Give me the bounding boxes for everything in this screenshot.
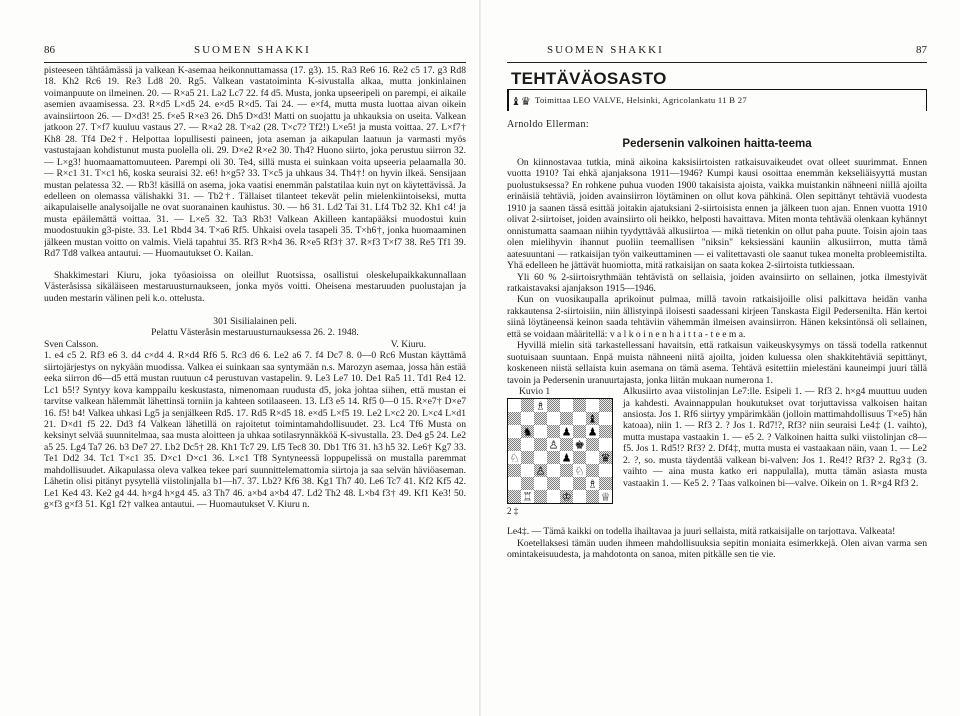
board-square bbox=[508, 399, 521, 412]
chess-piece-icon: ♞ bbox=[522, 425, 533, 439]
spacer bbox=[44, 304, 466, 316]
chess-piece-icon: ♛ bbox=[600, 451, 611, 465]
players-line bbox=[44, 339, 466, 350]
board-square bbox=[534, 477, 547, 490]
page-number: 86 bbox=[44, 44, 55, 56]
chess-piece-icon: ♗ bbox=[535, 399, 546, 413]
banner-rule-left bbox=[507, 89, 509, 111]
running-title: SUOMEN SHAKKI bbox=[194, 44, 311, 56]
chess-diagram bbox=[507, 398, 613, 504]
board-square bbox=[547, 477, 560, 490]
board-square bbox=[560, 477, 573, 490]
board-square bbox=[599, 464, 612, 477]
article-paragraph: Le4‡. — Tämä kaikki on todella ihailtavaa ja juuri sellaista, mitä ratkaisijalle on tarjottava. Valkeata! bbox=[507, 526, 896, 538]
page-gutter bbox=[479, 0, 481, 716]
diagram-solution-text: Alkusiirto avaa viistolinjan Le7:lle. Esipeli 1. — Rf3 2. h×g4 muuttuu uuden ja kahdesti. Avainnappulan houkutukset ovat torjuttavissa valkoisen haitan ansiosta. Jos 1. Rf6 siirtyy ympärimkään (jolloin mattimahdollisuus T×e5) hän katoaa), niin 1. — Rf3 2. ? Jos 1. Rd7!?, Rf3? niin seuraisi Le4‡ (1. vaihto), mutta mustapa vastaakin 1. — e5 2. ? Valkoinen haitta sulki viistolinjan c8—f5. Jos 1. Rd5!? Rf3? 2. Df4‡, mutta musta ei vastaakaan näin, vaan 1. — Le2 2. ?, so. musta täydentää valkean bi-valven: Jos 1. Re4!? Rf3? 2. Rg3‡ (3. vaihto — aina musta katko eri nappulalla), mutta tämän asiasta musta vastaakin 1. — Ke5 2. ? Taas valkoinen bi—valve. Oikein on 1. R×g4 Rf3 2. bbox=[623, 386, 927, 489]
board-square bbox=[521, 438, 534, 451]
article-paragraph: Hyvillä mielin sitä tarkastellessani havaitsin, että ratkaisun vaikeuskysymys on tässä todella ratkennut suotuisaan suuntaan. Enpä muista nähneeni niitä ajoilta, joiden kuluessa olen shakkitehtäviä sepittänyt, koskeneen niistä sellaista kuin asemana on tämä asema. Tehtävä esitettiin mielestäni kauneimpi juuri tällä tavoin ja Pedersenin uranuurtajasta, jonka liitän mukaan numerona 1. bbox=[507, 340, 927, 386]
chess-piece-icon: ♘ bbox=[509, 451, 520, 465]
board-square bbox=[560, 399, 573, 412]
intro-paragraph: Shakkimestari Kiuru, joka työasioissa on oleillut Ruotsissa, osallistui oleskelupaikkakunnallaan Västeråsissa sikäläiseen mestaruusturnaukseen, jonka myös voitti. Oheisena mestaruuden puolustajan ja uuden mestarin välinen peli k.o. ottelusta. bbox=[44, 269, 466, 304]
right-page-header bbox=[507, 44, 927, 63]
board-square bbox=[508, 477, 521, 490]
chess-piece-icon: ♖ bbox=[522, 490, 533, 504]
game-moves-paragraph: 1. e4 c5 2. Rf3 e6 3. d4 c×d4 4. R×d4 Rf6 5. Rc3 d6 6. Le2 a6 7. f4 Dc7 8. 0—0 Rc6 Mustan käyttämä siirtojärjestys on nykyään muodissa. Valkea ei suinkaan saa syntymään n.s. Marozyn asemaa, jossa hän estää eeka siirron d6—d5 että mustan ruutuun c4 perustuvan vastapelin. 9. Le3 Le7 10. De1 Ra5 11. Td1 Re4 12. Lc1 b5!? Syntyy kova kamppailu keskustasta, nimenomaan ruudusta d5, joka johtaa siihen, että mustan ei tarvitse valkean hälemmät lähettinsä torniin ja kahteen sotilaaseen. 13. Lf3 e5 14. Rf5 0—0 15. R×e7† D×e7 16. f5! b4! Valkea uhkasi Lg5 ja senjälkeen Rd5. 17. Rd5 R×d5 18. e×d5 L×f5 19. Le2 L×c2 20. L×c4 L×d1 21. D×d1 f5 22. Dd3 f4 Valkean lähetillä on rajoitetut toimintamahdollisuudet. 23. Lc4 Tf6 Musta on keksinyt selvää suunnitelmaa, saa musta aloitteen ja uhkaa sotilasrynnäkköä K-sivustalla. 23. De4 g5 24. Le2 a5 25. Lg4 Ta7 26. b3 De7 27. Lb2 Dc5† 28. Kh1 Tc7 29. Lf5 Tec8 30. Db1 Tf6 31. h3 h5 32. Le6† Kg7 33. Te1 Dd2 34. Tc1 T×c1 35. D×c1 D×c1 36. L×c1 Tf8 Syntyneessä loppupelissä on mustalla paremmat mahdollisuudet. Aikapulassa oleva valkea tekee pari suunnittelemattomia siirtoja ja saa selvän häviöaseman. Lähetin olisi pitänyt pysytellä viistolinjalla b1—h7. 37. Lb2? Kf6 38. Kg1 Th7 40. Le6 Tc7 41. Kf2 Kf5 42. Le1 Ke4 43. Ke2 g4 44. h×g4 h×g4 45. a3 Th7 46. a×b4 a×b4 47. Ld2 Th2 48. L×b4 f3† 49. Kf1 Ke3! 50. g×f3 g×f3 51. Kg1 f2† valkea antautui. — Huomautukset V. Kiuru n. bbox=[44, 350, 466, 511]
board-square bbox=[521, 477, 534, 490]
chess-piece-icon: ♙ bbox=[548, 438, 559, 452]
chess-piece-icon: ♟ bbox=[587, 425, 598, 439]
board-square bbox=[534, 490, 547, 503]
board-square bbox=[508, 464, 521, 477]
right-page bbox=[507, 0, 927, 716]
column-title: TEHTÄVÄOSASTO bbox=[511, 69, 667, 88]
board-square bbox=[573, 451, 586, 464]
board-square bbox=[573, 412, 586, 425]
diagram-footer: 2 ‡ bbox=[507, 506, 519, 517]
left-page bbox=[44, 0, 466, 716]
article-paragraph: Kun on vuosikaupalla aprikoinut pulmaa, millä tavoin ratkaisijoille olisi palkittava heidän vanha rakkautensa 2-siirtoisiin, niin ällistyinpä iloisesti saadessani kirjeen Tanskasta Eigil Pedersenilta. Hän kertoi siinä löytäneensä keinon saada tehtäviin vähemmän ilmeisen avainsiirron. Hänen keksintönsä oli sellainen, että se voidaan määritellä: v a l k o i n e n h a i t t a - t e e m a. bbox=[507, 294, 927, 340]
board-square bbox=[560, 412, 573, 425]
board-square bbox=[547, 399, 560, 412]
diagram-caption: Kuvio 1 bbox=[519, 386, 551, 398]
chess-piece-icon: ♔ bbox=[561, 490, 572, 504]
board-square bbox=[560, 464, 573, 477]
board-square bbox=[573, 477, 586, 490]
chess-diagram-block bbox=[507, 386, 927, 526]
board-square bbox=[521, 464, 534, 477]
board-square bbox=[534, 438, 547, 451]
board-square bbox=[547, 464, 560, 477]
left-page-header bbox=[44, 44, 466, 63]
board-square bbox=[534, 425, 547, 438]
chess-piece-icon: ♕ bbox=[600, 490, 611, 504]
column-banner bbox=[507, 67, 927, 111]
game-number: 301 Sisilialainen peli. bbox=[213, 316, 297, 328]
white-player: Sven Calsson. bbox=[44, 338, 99, 350]
board-square bbox=[547, 490, 560, 503]
game-venue: Pelattu Västeråsin mestaruusturnauksessa 26. 2. 1948. bbox=[151, 327, 359, 339]
running-title: SUOMEN SHAKKI bbox=[547, 44, 664, 56]
board-square bbox=[547, 451, 560, 464]
board-square bbox=[586, 490, 599, 503]
board-square bbox=[521, 451, 534, 464]
board-square bbox=[547, 412, 560, 425]
chess-piece-icon: ♝ bbox=[587, 412, 598, 426]
column-editor: Toimittaa LEO VALVE, Helsinki, Agricolankatu 11 B 27 bbox=[535, 95, 747, 105]
article-paragraph: Yli 60 % 2-siirtoisrythmään tehtävistä on sellaisia, joiden avainsiirto on sellainen, jotka ilmestyivät ratkaistavaksi ajanjakson 1915—1946. bbox=[507, 271, 927, 294]
board-square bbox=[508, 412, 521, 425]
board-square bbox=[508, 490, 521, 503]
page-number: 87 bbox=[916, 44, 927, 56]
board-square bbox=[534, 412, 547, 425]
black-player: V. Kiuru. bbox=[390, 338, 426, 350]
board-square bbox=[573, 490, 586, 503]
article-paragraph: Koetellaksesi tämän uuden ihmeen mahdollisuuksia sepitin moniaita esimerkkejä. Olen aivan varma sen omintakeisuudesta, ja mahdotonta on sanoa, miten pitkälle sen tie vie. bbox=[507, 537, 927, 560]
game-annotation-paragraph: pisteeseen tähtäämässä ja valkean K-asemaa heikonnuttamassa (17. g3). 15. Ra3 Re6 16. Re2 c5 17. g3 Rd8 18. Kh2 Rc6 19. Re3 Ld8 20. Rg5. Valkean vastatoiminta K-sivustalla alkaa, mutta jonkinlainen voimanpuute on ilmeinen. 20. — R×a5 21. La2 Lc7 22. f4 d5. Musta, jonka upseeripeli on parempi, ei aikaile asemien avaamisessa. 23. R×d5 L×d5 24. e×d5 R×d5. Tai 24. — e×f4, mutta musta luottaa aivan oikein avainsiirtoon 26. — D×d3! 25. f×e5 R×e3 26. Dh5 D×d3! Matti on suojattu ja uhkauksia on useita. Valkean jatkoon 27. T×f7 kuuluu vastaus 27. — R×a2 28. T×a2 (28. T×c7? Tf2!) L×e5! ja musta voittaa. 27. L×f7† Kh8 28. Tf4 De2†. Helpottaa lopullisesti paineen, jota aseman ja aikapulan laatuun ja varmasti myös vastustajaan kohdistunut musta puolella oli. 29. D×e2 R×e2 30. Th4? Huono siirto, joka perustuu siirron 32. — L×g3! huomaamattomuuteen. Parempi oli 30. Te4, sillä musta ei suinkaan voita upseeria pelaamalla 30. — R×c1 31. T×c1 h6, koska seuraisi 32. e6! h×g5? 33. T×c5 ja uhkaus 34. Th4†! on hyvin ilkeä. Sensijaan mustan pelatessa 32. — Rb3! käsillä on asema, joka vaatisi enemmän palstatilaa kuin nyt on käytettävissä. Ja edelleen on olemassa välishakki 31. — Tb2†. Tällaiset tilanteet tekevät pelin mielenkiintoiseksi, mutta aikapulaiselle analysoijalle ne ovat suoranainen kauhistus. 30. — h6 31. Ld2 Tai 31. Lf4 Tb2 32. Kh1 c4! ja musta epäilemättä voittaa. 31. — L×e5 32. Ta3 Rb3! Valkean Akilleen kantapääksi muodostui kuin muodostuukin g3-piste. 33. Le1 Rbd4 34. T×a6 Rf5. Uhkaisi ovela tasapeli 35. T×h6†, jonka huomaaminen jälkeen mustan voitto on valmis. Vielä tapahtui 35. Rf3 R×h4 36. R×e5 Rf3† 37. R×f3 T×f7 38. Re5 Tf1 39. Rd7 Td8 valkea antautui. — Huomautukset O. Kailan. bbox=[44, 65, 466, 260]
chess-piece-icon: ♟ bbox=[561, 425, 572, 439]
board-square bbox=[586, 399, 599, 412]
board-square bbox=[534, 451, 547, 464]
board-square bbox=[508, 425, 521, 438]
board-square bbox=[586, 464, 599, 477]
article-paragraph: On kiinnostavaa tutkia, minä aikoina kaksisiirtoisten ratkaisuvaikeudet ovat olleet suurimmat. Ennen vuotta 1910? Tai ehkä ajanjaksona 1911—1946? Kumpi kausi osoittaa enemmän kekseliäisyyttä mustan puolustuksessa? En rohkene puhua vuoden 1900 takaisista ajoista, vaikka muistankin nähneeni niillä ajoilta erinäisiä tehtäviä, joiden avainsiirron löytäminen on ollut kova pähkinä. Olen sepittänyt tehtäviä vuodesta 1910 ja saanen tässä esittää joitakin ajatuksiani 2-siirtoisista ennen ja jälkeen tuon ajan. Ennen vuotta 1910 olivat 2-siirtoiset, joiden avainsiirto oli heikko, helposti havaittava. Miten monta tehtävää olenkaan kyhännyt onnistumatta saamaan niihin tyydyttävää alkusiirtoa — mikä tietenkin on ollut paha puute. Toisin ajoin taas olen mielihyvin ihannut puoliin teemallisen "niksin" keksiessäni kauniin alkusiirron, mutta tämä aatesuuntani — ratkaisijan työn vaikeuttaminen — ei valitettavasti ole saanut tukea monelta probleemistilta. Yhä edelleen he jättävät huomiotta, mitä ratkaisijan on saata kokea 2-siirtoista tutkiessaan. bbox=[507, 157, 927, 272]
board-square bbox=[586, 438, 599, 451]
spacer bbox=[44, 260, 466, 270]
board-square bbox=[573, 399, 586, 412]
chess-pieces-icon: ♝♛ bbox=[511, 96, 531, 108]
board-square bbox=[599, 412, 612, 425]
board-square bbox=[599, 477, 612, 490]
board-square bbox=[573, 425, 586, 438]
chess-piece-icon: ♚ bbox=[574, 438, 585, 452]
chess-piece-icon: ♙ bbox=[535, 464, 546, 478]
board-square bbox=[547, 425, 560, 438]
board-square bbox=[599, 399, 612, 412]
chess-piece-icon: ♟ bbox=[561, 451, 572, 465]
board-square bbox=[586, 451, 599, 464]
chess-piece-icon: ♗ bbox=[587, 477, 598, 491]
chess-piece-icon: ♘ bbox=[574, 464, 585, 478]
board-square bbox=[560, 438, 573, 451]
board-square bbox=[599, 425, 612, 438]
chessboard-graphic bbox=[508, 399, 612, 503]
board-square bbox=[521, 412, 534, 425]
banner-rule-right bbox=[926, 89, 928, 111]
article-title: Pedersenin valkoinen haitta-teema bbox=[622, 138, 812, 150]
article-author: Arnoldo Ellerman: bbox=[507, 119, 590, 130]
board-square bbox=[521, 399, 534, 412]
board-square bbox=[508, 438, 521, 451]
banner-rule bbox=[507, 89, 927, 90]
left-body bbox=[44, 65, 466, 511]
right-body bbox=[507, 157, 927, 560]
board-square bbox=[599, 438, 612, 451]
